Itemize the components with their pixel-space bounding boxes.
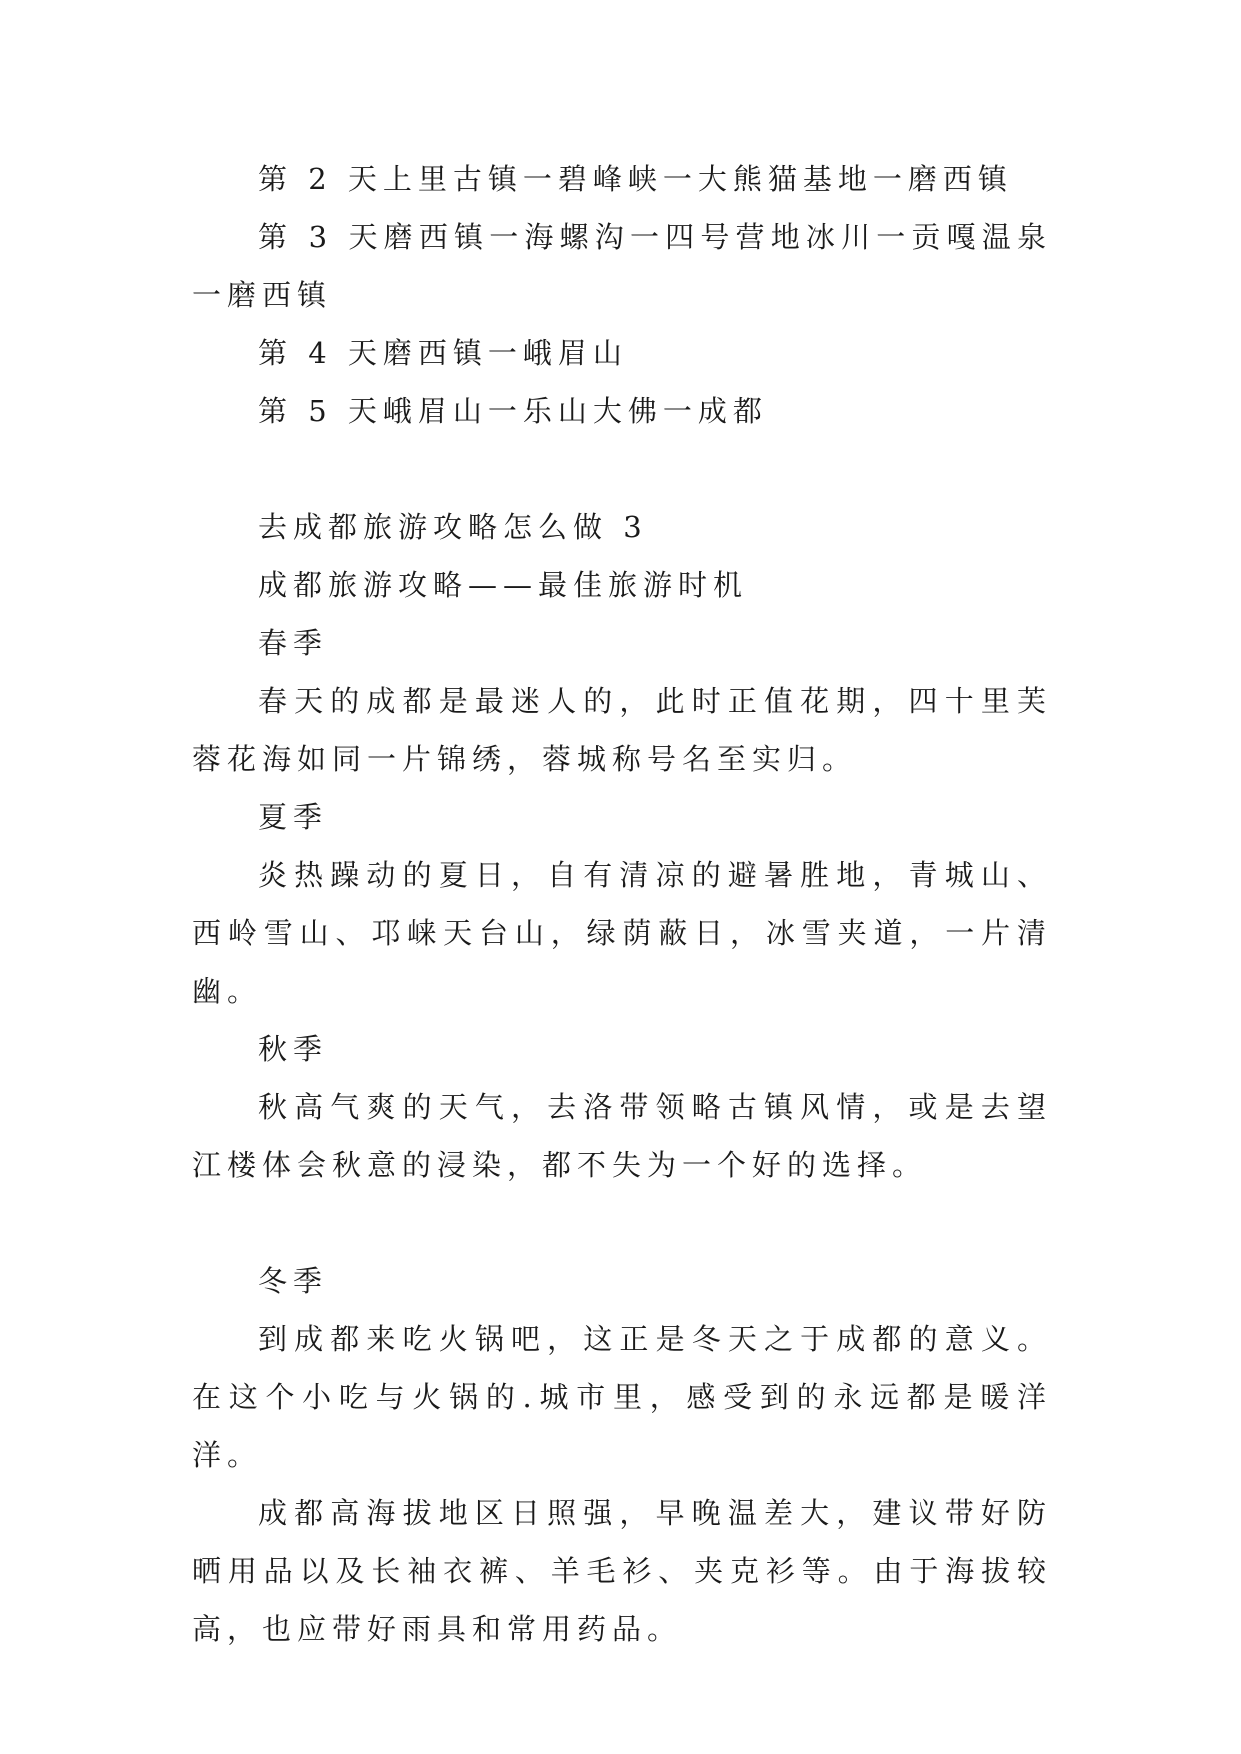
winter-text: 到成都来吃火锅吧，这正是冬天之于成都的意义。在这个小吃与火锅的.城市里，感受到的永远都是暖洋洋。 xyxy=(192,1322,1052,1472)
section-subtitle: 成都旅游攻略——最佳旅游时机 xyxy=(258,568,749,602)
spring-text: 春天的成都是最迷人的，此时正值花期，四十里芙蓉花海如同一片锦绣，蓉城称号名至实归。 xyxy=(192,684,1052,776)
paragraph-gap xyxy=(192,1194,1052,1252)
itinerary-day-3: 第 3 天磨西镇一海螺沟一四号营地冰川一贡嘎温泉一磨西镇 xyxy=(192,220,1052,312)
spring-heading: 春季 xyxy=(258,626,329,660)
section-title: 去成都旅游攻略怎么做 3 xyxy=(258,510,648,544)
autumn-text: 秋高气爽的天气，去洛带领略古镇风情，或是去望江楼体会秋意的浸染，都不失为一个好的选择。 xyxy=(192,1090,1052,1182)
travel-advice: 成都高海拔地区日照强，早晚温差大，建议带好防晒用品以及长袖衣裤、羊毛衫、夹克衫等。由于海拔较高，也应带好雨具和常用药品。 xyxy=(192,1496,1052,1646)
winter-heading: 冬季 xyxy=(258,1264,329,1298)
document-page xyxy=(192,150,1052,1658)
summer-text: 炎热躁动的夏日，自有清凉的避暑胜地，青城山、西岭雪山、邛崃天台山，绿荫蔽日，冰雪夹道，一片清幽。 xyxy=(192,858,1052,1008)
summer-heading: 夏季 xyxy=(258,800,329,834)
itinerary-day-2: 第 2 天上里古镇一碧峰峡一大熊猫基地一磨西镇 xyxy=(258,162,1013,196)
paragraph-gap xyxy=(192,440,1052,498)
itinerary-day-4: 第 4 天磨西镇一峨眉山 xyxy=(258,336,628,370)
itinerary-day-5: 第 5 天峨眉山一乐山大佛一成都 xyxy=(258,394,768,428)
autumn-heading: 秋季 xyxy=(258,1032,329,1066)
